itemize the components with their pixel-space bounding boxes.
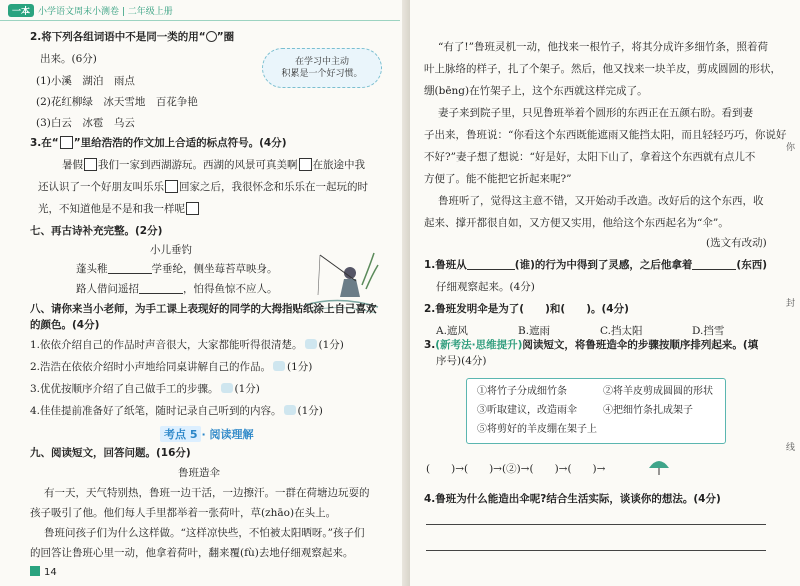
q3-line: 光，不知道他是不是和我一样呢 [38, 202, 200, 216]
step-item: ⑤将剪好的羊皮绷在架子上 [477, 424, 597, 435]
poem-line: 蓬头稚 学垂纶，侧坐莓苔草映身。 [76, 263, 278, 275]
article-paragraph: 起来、撑开都很自如，又方便又实用，他给这个东西起名为“伞”。 [424, 217, 729, 229]
article-paragraph: 叶上脉络的样子，扎了个架子。然后，他又找来一块羊皮，剪成圆圆的形状， [424, 63, 781, 75]
tip-cloud: 在学习中主动 积累是一个好习惯。 [262, 48, 382, 88]
thumb-sticker-icon[interactable] [221, 383, 233, 393]
article-paragraph: 鲁班问孩子们为什么这样做。“这样凉快些，不怕被太阳晒呀。”孩子们 [44, 527, 365, 539]
article-paragraph: 有一天，天气特别热，鲁班一边干活，一边擦汗。一群在荷塘边玩耍的 [44, 487, 370, 499]
umbrella-icon [648, 458, 670, 476]
rq2-option[interactable]: D.挡雪 [692, 325, 725, 337]
q9-title: 九、阅读短文，回答问题。(16分) [30, 447, 191, 459]
article-paragraph: 鲁班听了，觉得这主意不错，又开始动手改造。改好后的这个东西，收 [438, 195, 764, 207]
q8-item: 4.佳佳提前准备好了纸笔，随时记录自己听到的内容。 (1分) [30, 405, 323, 417]
section-heading: 考点 5 · 阅读理解 [160, 426, 254, 442]
punct-box[interactable] [299, 158, 312, 171]
q8-title-line2: 的颜色。(4分) [30, 319, 100, 331]
header-bar: 一本 小学语文周末小测卷 | 二年级上册 [8, 4, 173, 18]
steps-box [466, 378, 726, 444]
poem-title: 小儿垂钓 [150, 244, 192, 256]
binding-mark: 封 [786, 299, 796, 309]
step-item: ④把细竹条扎成架子 [603, 405, 693, 416]
rq3-title: 3.(新考法·思维提升)阅读短文，将鲁班造伞的步骤按顺序排列起来。(填 [424, 339, 759, 351]
q8-item: 1.依依介绍自己的作品时声音很大，大家都能听得很清楚。 (1分) [30, 339, 344, 351]
rq1-title: 1.鲁班从 (谁)的行为中得到了灵感，之后他拿着 (东西) [424, 259, 768, 271]
answer-line[interactable] [426, 550, 766, 551]
thumb-sticker-icon[interactable] [305, 339, 317, 349]
sequence-answer[interactable]: ( )→( )→(②)→( )→( )→ [426, 463, 606, 475]
poem-blank[interactable] [108, 273, 152, 274]
binding-mark: 你 [786, 143, 796, 153]
q8-item: 3.优优按顺序介绍了自己做手工的步骤。 (1分) [30, 383, 260, 395]
article-paragraph: 子出来，鲁班说：“你看这个东西既能遮雨又能挡太阳，而且轻轻巧巧，你说好 [424, 129, 787, 141]
book-title: 小学语文周末小测卷 [38, 7, 120, 17]
article-paragraph: 的回答让鲁班心里一动，他拿着荷叶，翻来覆(fù)去地仔细观察起来。 [30, 547, 354, 559]
q3-line: 还认识了一个好朋友叫乐乐 回家之后，我很怀念和乐乐在一起玩的时 [38, 181, 368, 193]
rq1-line2: 仔细观察起来。(4分) [436, 281, 535, 293]
page-number: 14 [30, 566, 57, 578]
q3-line: 暑假 我们一家到西湖游玩。西湖的风景可真美啊 在旅途中我 [62, 159, 365, 171]
rq2-option[interactable]: A.遮风 [436, 325, 468, 337]
article-paragraph: 方便了。能不能把它折起来呢?” [424, 173, 572, 185]
article-paragraph: 绷(bēng)在竹架子上，这个东西就这样完成了。 [424, 85, 648, 97]
rq3-line2: 序号)(4分) [436, 355, 487, 367]
thumb-sticker-icon[interactable] [284, 405, 296, 415]
rq2-option[interactable]: C.挡太阳 [600, 325, 643, 337]
article-title: 鲁班造伞 [178, 467, 220, 479]
q8-title: 八、请你来当小老师，为手工课上表现好的同学的大拇指贴纸涂上自己喜欢 [30, 303, 377, 315]
q7-title: 七、再古诗补充完整。(2分) [30, 225, 163, 237]
step-item: ③听取建议，改造雨伞 [477, 405, 577, 416]
q2-item: (1)小溪 湖泊 雨点 [36, 75, 135, 87]
q3-title: 3.在“ ”里给浩浩的作文加上合适的标点符号。(4分) [30, 137, 287, 149]
q8-item: 2.浩浩在依依介绍时小声地给同桌讲解自己的作品。 (1分) [30, 361, 313, 373]
article-paragraph: 妻子来到院子里，只见鲁班举着个圆形的东西正在五颜右盼。看到妻 [438, 107, 753, 119]
q2-item: (3)白云 冰雹 乌云 [36, 117, 135, 129]
answer-blank[interactable] [692, 269, 736, 270]
poem-line: 路人借问遥招 ，怕得鱼惊不应人。 [76, 283, 278, 295]
punct-box[interactable] [186, 202, 199, 215]
punct-box[interactable] [165, 180, 178, 193]
article-paragraph: 不好?”妻子想了想说：“好是好，太阳下山了，拿着这个东西就有点儿不 [424, 151, 756, 163]
step-item: ①将竹子分成细竹条 [477, 386, 567, 397]
q2-title: 2.将下列各组词语中不是同一类的用“ ”圈 [30, 31, 235, 43]
article-paragraph: 孩子吸引了他。他们每人手里都举着一张荷叶，草(zhāo)在头上。 [30, 507, 337, 519]
poem-blank[interactable] [139, 293, 183, 294]
header-divider [0, 20, 400, 21]
binding-mark: 线 [786, 443, 796, 453]
q2-title-line2: 出来。(6分) [40, 53, 97, 65]
punct-box[interactable] [60, 136, 73, 149]
punct-box[interactable] [84, 158, 97, 171]
thumb-sticker-icon[interactable] [273, 361, 285, 371]
answer-blank[interactable] [467, 269, 515, 270]
book-logo: 一本 [8, 4, 34, 17]
circle-icon [206, 31, 217, 42]
grade-label: 二年级上册 [127, 7, 173, 17]
answer-line[interactable] [426, 524, 766, 525]
source-note: (选文有改动) [706, 237, 767, 249]
rq2-option[interactable]: B.遮雨 [518, 325, 551, 337]
q2-item: (2)花红柳绿 冰天雪地 百花争艳 [36, 96, 198, 108]
rq4-title: 4.鲁班为什么能造出伞呢?结合生活实际，谈谈你的想法。(4分) [424, 493, 721, 505]
article-paragraph: “有了!”鲁班灵机一动，他找来一根竹子，将其分成许多细竹条，照着荷 [438, 41, 768, 53]
rq2-title: 2.鲁班发明伞是为了( )和( )。(4分) [424, 303, 629, 315]
step-item: ②将羊皮剪成圆圆的形状 [603, 386, 713, 397]
